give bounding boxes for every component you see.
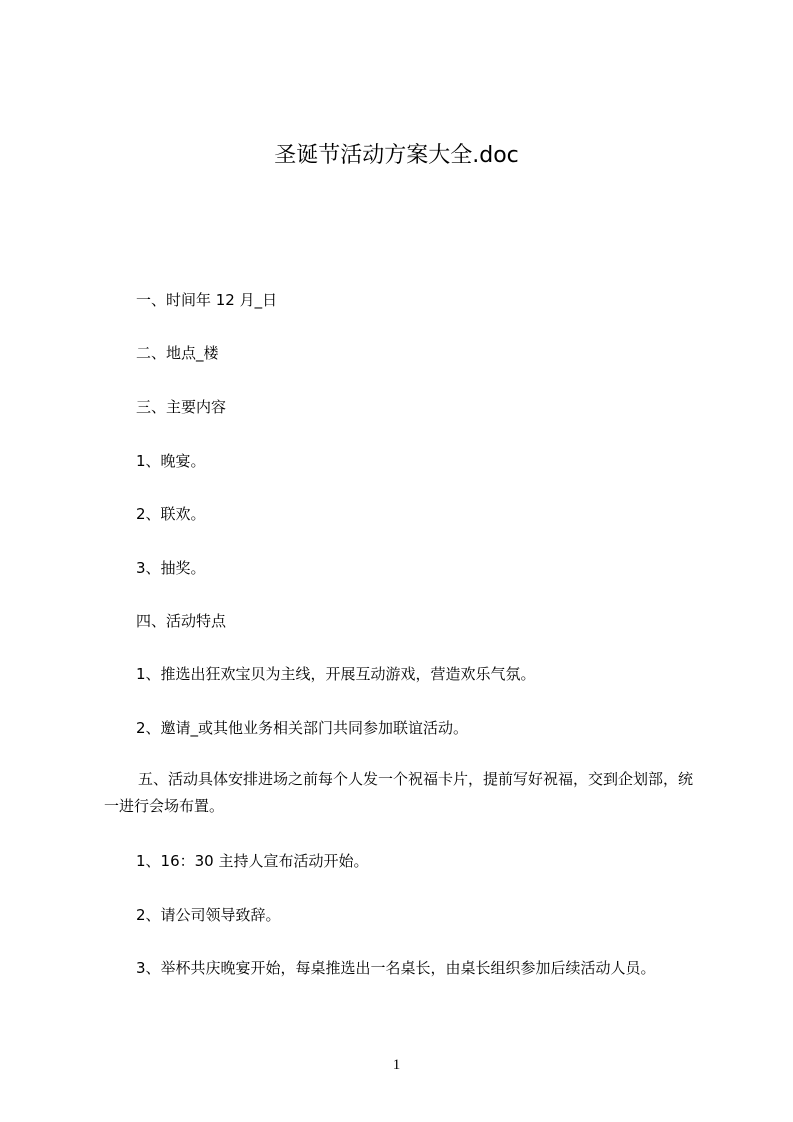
- paragraph-schedule-2: 2、请公司领导致辞。: [136, 906, 281, 924]
- paragraph-main-content-heading: 三、主要内容: [136, 398, 227, 416]
- paragraph-schedule-intro: 五、活动具体安排进场之前每个人发一个祝福卡片，提前写好祝福，交到企划部，统一进行会场布置。: [104, 770, 694, 815]
- paragraph-time: 一、时间年 12 月_日: [136, 291, 278, 309]
- paragraph-schedule-3: 3、举杯共庆晚宴开始，每桌推选出一名桌长，由桌长组织参加后续活动人员。: [136, 959, 656, 977]
- paragraph-feature-1: 1、推选出狂欢宝贝为主线，开展互动游戏，营造欢乐气氛。: [136, 665, 536, 683]
- page-number: 1: [392, 1057, 401, 1073]
- paragraph-lottery: 3、抽奖。: [136, 559, 206, 577]
- paragraph-dinner: 1、晚宴。: [136, 452, 206, 470]
- paragraph-schedule-1: 1、16：30 主持人宣布活动开始。: [136, 852, 369, 870]
- paragraph-party: 2、联欢。: [136, 505, 206, 523]
- document-title: 圣诞节活动方案大全.doc: [274, 143, 519, 168]
- paragraph-features-heading: 四、活动特点: [136, 612, 227, 630]
- paragraph-feature-2: 2、邀请_或其他业务相关部门共同参加联谊活动。: [136, 719, 469, 737]
- paragraph-location: 二、地点_楼: [136, 344, 219, 362]
